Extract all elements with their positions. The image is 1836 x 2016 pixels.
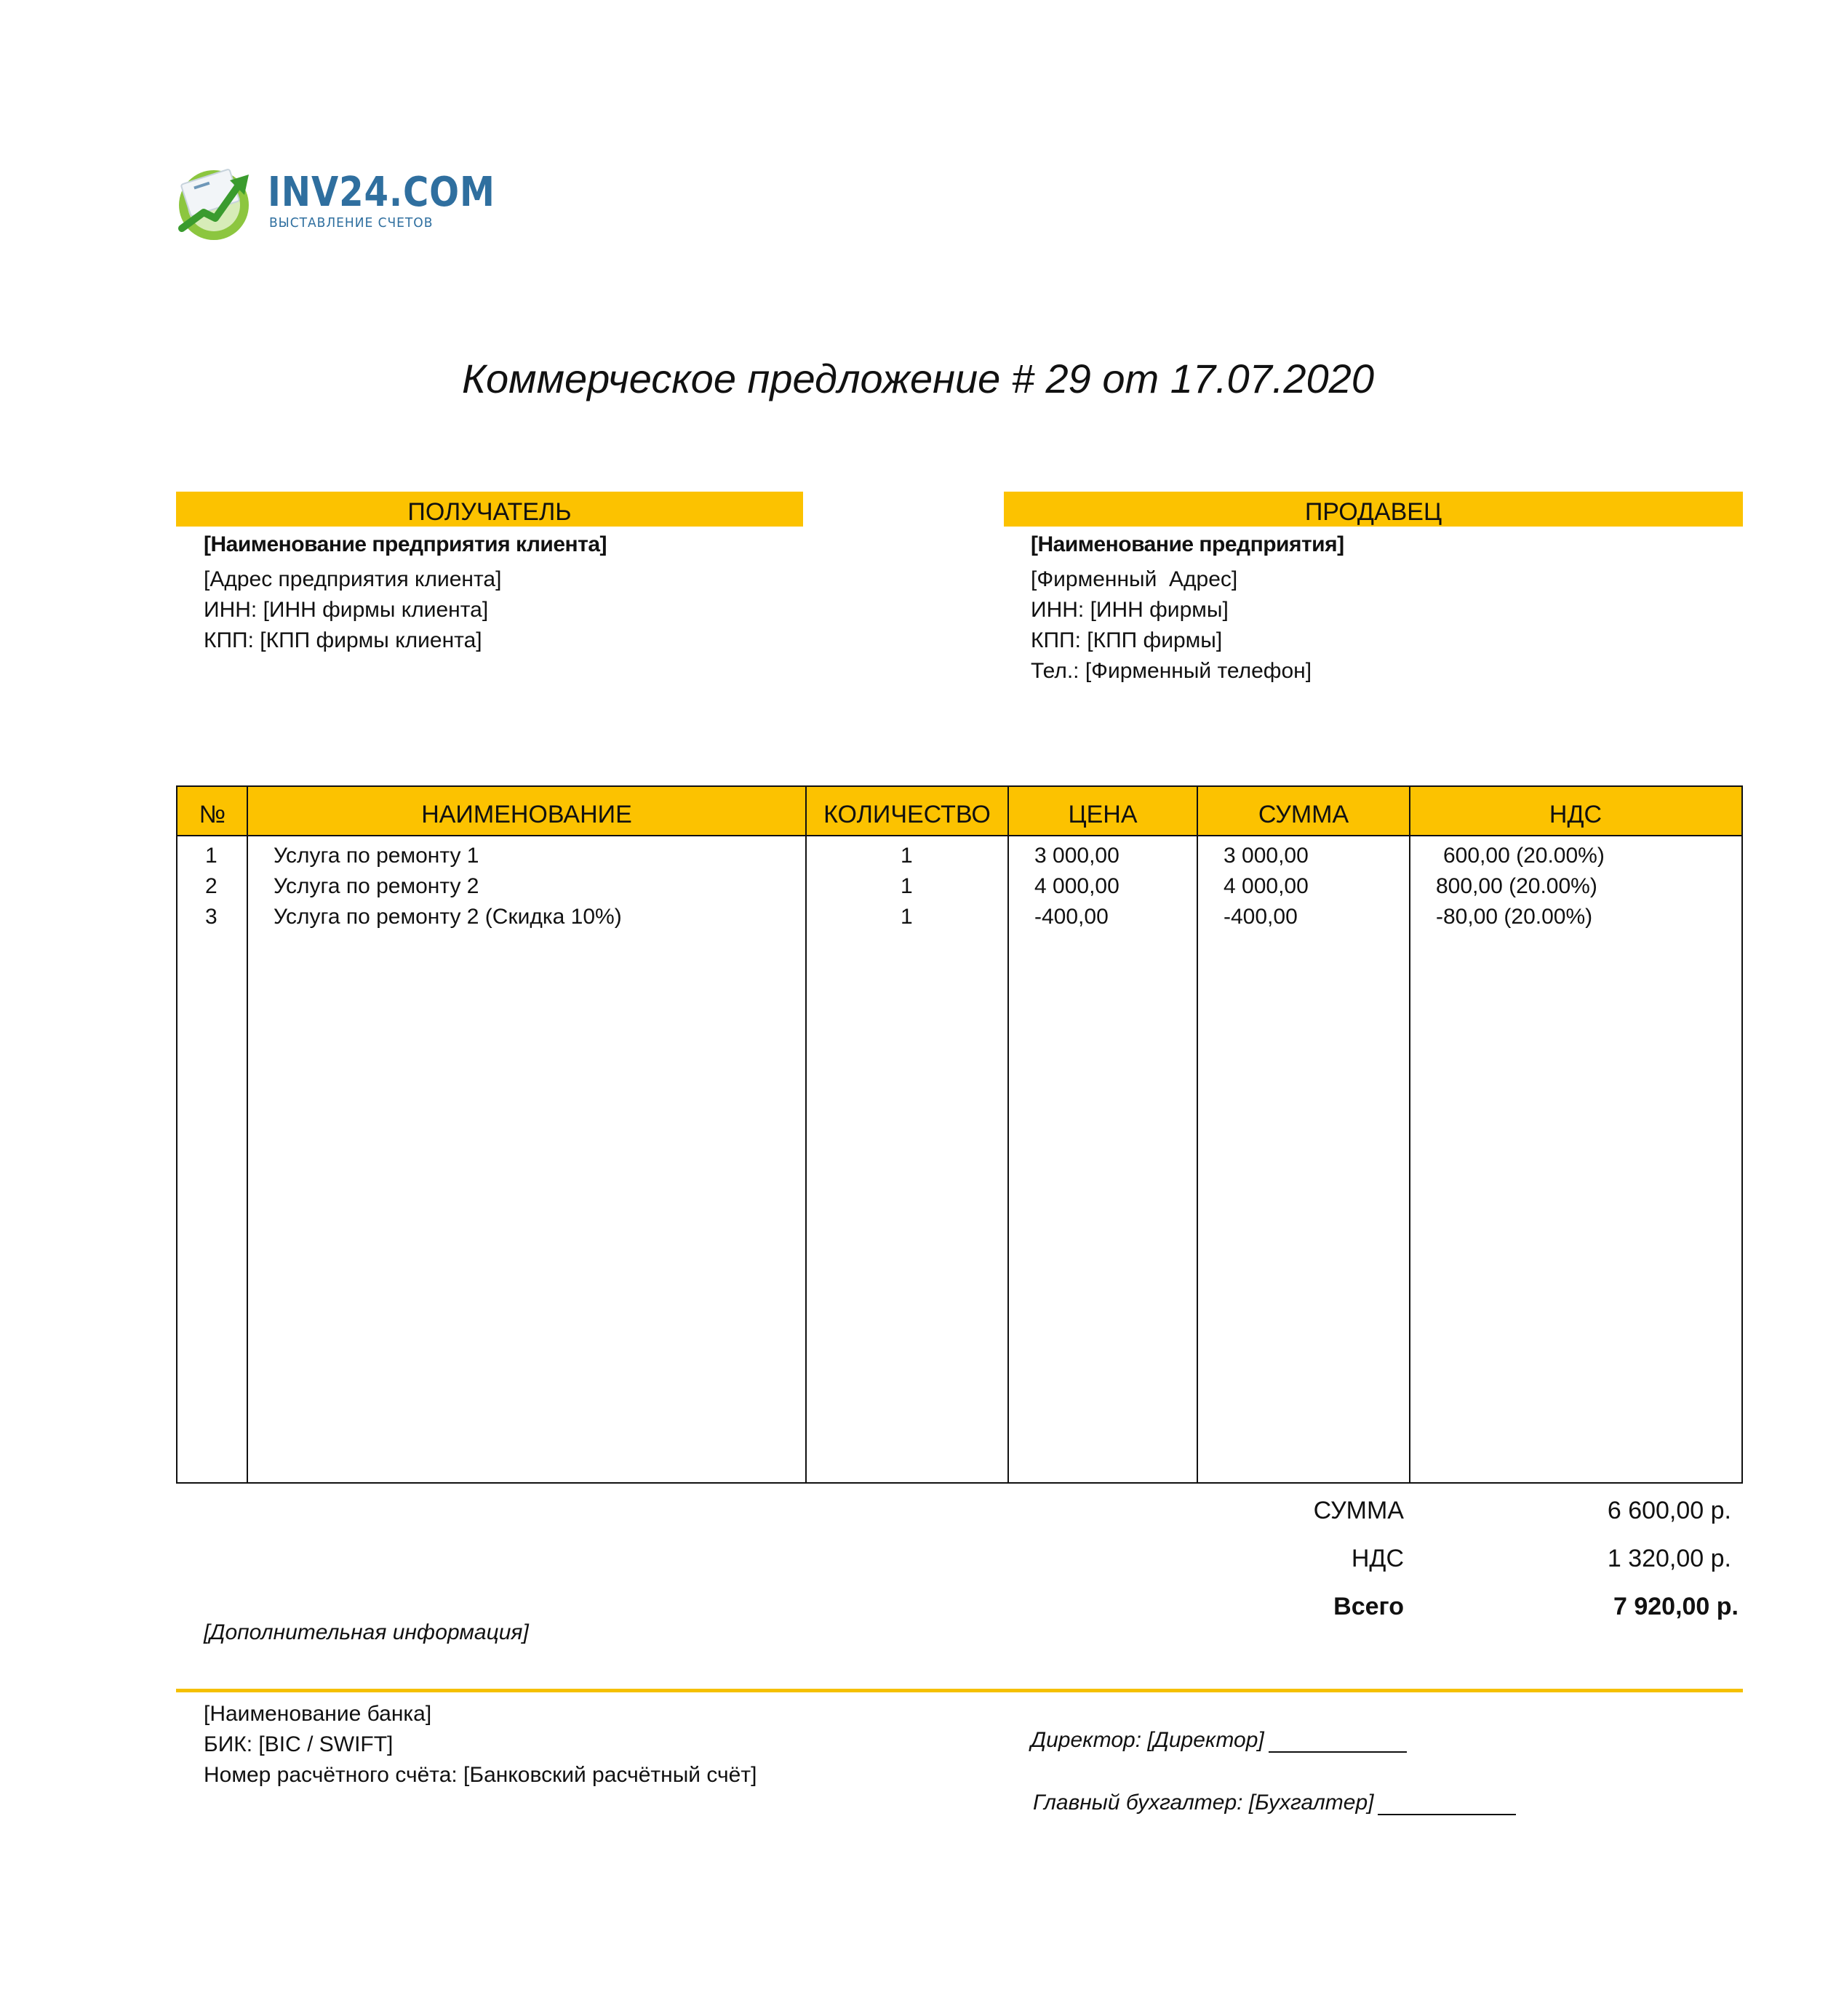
row-qty: 1 [901, 905, 913, 929]
row-vat: -80,00 (20.00%) [1436, 905, 1593, 929]
bank-name: [Наименование банка] [204, 1702, 432, 1726]
accountant-label: Главный бухгалтер: [Бухгалтер] [1033, 1791, 1374, 1815]
seller-header: ПРОДАВЕЦ [1004, 492, 1743, 527]
bank-bic: БИК: [BIC / SWIFT] [204, 1732, 394, 1756]
header-name: НАИМЕНОВАНИЕ [421, 801, 632, 828]
row-num: 1 [205, 844, 217, 868]
row-vat: 600,00 (20.00%) [1443, 844, 1605, 868]
row-qty: 1 [901, 844, 913, 868]
seller-address: [Фирменный Адрес] [1031, 567, 1238, 591]
row-vat: 800,00 (20.00%) [1436, 874, 1597, 898]
seller-name: [Наименование предприятия] [1031, 532, 1344, 556]
row-name: Услуга по ремонту 1 [274, 844, 479, 868]
row-price: 3 000,00 [1034, 844, 1119, 868]
recipient-address: [Адрес предприятия клиента] [204, 567, 502, 591]
seller-phone: Тел.: [Фирменный телефон] [1031, 659, 1312, 683]
row-price: -400,00 [1034, 905, 1109, 929]
row-num: 3 [205, 905, 217, 929]
header-price: ЦЕНА [1068, 801, 1138, 828]
seller-inn: ИНН: [ИНН фирмы] [1031, 598, 1229, 622]
logo-icon [175, 161, 256, 241]
recipient-inn: ИНН: [ИНН фирмы клиента] [204, 598, 489, 622]
items-table [176, 785, 1743, 1484]
grand-total-value: 7 920,00 р. [1613, 1593, 1739, 1620]
director-signature [1031, 1728, 1407, 1753]
header-vat: НДС [1549, 801, 1602, 828]
recipient-details [204, 529, 607, 656]
column-divider [805, 787, 807, 1482]
vat-total-value: 1 320,00 р. [1607, 1545, 1731, 1572]
row-name: Услуга по ремонту 2 (Скидка 10%) [274, 905, 622, 929]
subtotal-label: СУММА [1313, 1497, 1404, 1524]
row-sum: -400,00 [1224, 905, 1298, 929]
recipient-kpp: КПП: [КПП фирмы клиента] [204, 628, 482, 652]
grand-total-label: Всего [1333, 1593, 1404, 1620]
column-divider [1409, 787, 1410, 1482]
row-num: 2 [205, 874, 217, 898]
column-divider [247, 787, 248, 1482]
column-divider [1007, 787, 1009, 1482]
logo-tagline: ВЫСТАВЛЕНИЕ СЧЕТОВ [269, 215, 434, 231]
bank-details [204, 1699, 757, 1791]
header-sum: СУММА [1258, 801, 1349, 828]
row-sum: 4 000,00 [1224, 874, 1309, 898]
seller-details [1031, 529, 1344, 687]
document-title: Коммерческое предложение # 29 от 17.07.2020 [462, 356, 1374, 401]
row-price: 4 000,00 [1034, 874, 1119, 898]
row-name: Услуга по ремонту 2 [274, 874, 479, 898]
seller-kpp: КПП: [КПП фирмы] [1031, 628, 1223, 652]
row-sum: 3 000,00 [1224, 844, 1309, 868]
subtotal-value: 6 600,00 р. [1607, 1497, 1731, 1524]
header-qty: КОЛИЧЕСТВО [823, 801, 991, 828]
table-header [177, 787, 1741, 836]
row-qty: 1 [901, 874, 913, 898]
additional-info: [Дополнительная информация] [204, 1620, 529, 1644]
recipient-name: [Наименование предприятия клиента] [204, 532, 607, 556]
footer-divider [176, 1689, 1743, 1692]
signature-line [1269, 1729, 1407, 1753]
bank-account: Номер расчётного счёта: [Банковский расчётный счёт] [204, 1763, 757, 1787]
recipient-header: ПОЛУЧАТЕЛЬ [176, 492, 803, 527]
vat-total-label: НДС [1351, 1545, 1404, 1572]
header-num: № [199, 801, 226, 828]
director-label: Директор: [Директор] [1031, 1728, 1264, 1752]
column-divider [1197, 787, 1198, 1482]
signature-line [1378, 1792, 1516, 1815]
accountant-signature [1033, 1791, 1516, 1815]
logo-name: INV24.COM [268, 169, 495, 216]
